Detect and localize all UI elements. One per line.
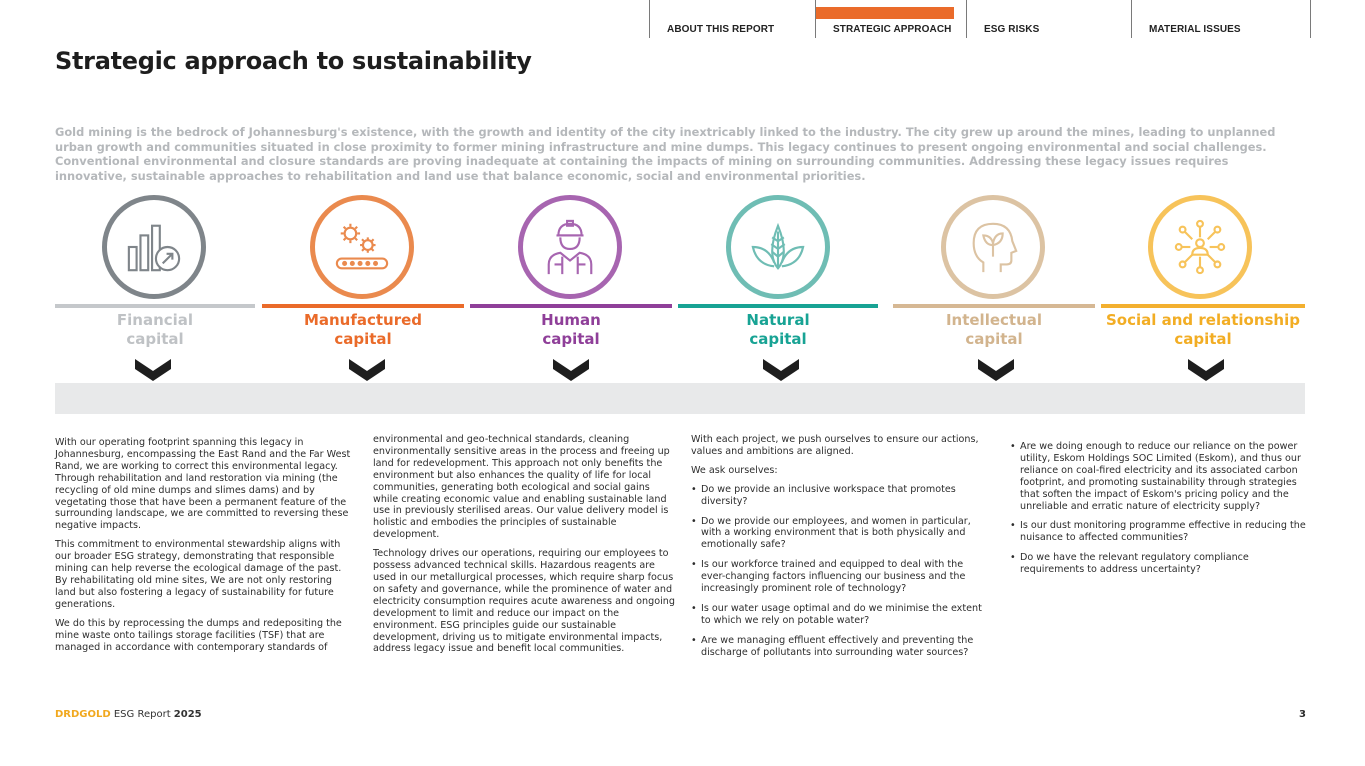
human-rule [470,304,672,308]
chevron-down-icon [553,357,589,383]
list-item: • Are we doing enough to reduce our reliance on the power utility, Eskom Holdings SOC Limited (Eskom), and thus our reliance on coal-fired electricity and its associated carbon footprint, and promoting sustainability through strategies that soften the impact of Eskom's pricing policy and the unreliable and erratic nature of electricity supply? [1010,441,1308,512]
question-list [691,484,987,659]
list-item: • Is our water usage optimal and do we minimise the extent to which we rely on potable water? [691,603,987,627]
social-rule [1101,304,1305,308]
capital-social-relationship[interactable] [1101,192,1305,387]
list-item: • Do we provide an inclusive workspace that promotes diversity? [691,484,987,508]
question-list [1010,441,1308,576]
report-label: ESG Report [110,709,174,720]
chevron-down-icon [1188,357,1224,383]
paragraph: With each project, we push ourselves to ensure our actions, values and ambitions are aligned. [691,434,979,457]
page-number: 3 [1299,709,1306,720]
natural-circle [726,195,830,299]
intro-paragraph: Gold mining is the bedrock of Johannesburg's existence, with the growth and identity of the city inextricably linked to the industry. The city grew up around the mines, leading to unplanned urban growth and communities situated in close proximity to former mining infrastructure and mine dumps. This legacy continues to present ongoing environmental and social challenges. Conventional environmental and closure standards are proving inadequate at containing the impacts of mining on surrounding communities. Addressing these legacy issues requires innovative, sustainable approaches to rehabilitation and land use that balance economic, social and environmental priorities. [55,125,1276,183]
tab-material-issues[interactable] [1131,0,1311,38]
list-item: • Is our dust monitoring programme effective in reducing the nuisance to affected communities? [1010,520,1308,544]
capital-label: Intellectual capital [945,311,1043,348]
capital-label: Natural capital [746,311,810,348]
manufactured-rule [262,304,464,308]
capital-natural[interactable] [678,192,878,387]
list-item: • Do we have the relevant regulatory compliance requirements to address uncertainty? [1010,552,1308,576]
column-1 [55,437,355,660]
capital-financial[interactable] [55,192,255,387]
capitals-row [55,192,1305,387]
intellectual-circle [941,195,1045,299]
financial-chart-icon [125,218,183,276]
capital-intellectual[interactable] [893,192,1095,387]
chevron-down-icon [349,357,385,383]
column-2 [373,434,676,662]
leaves-icon [749,218,807,276]
financial-circle [102,195,206,299]
report-year: 2025 [173,709,202,720]
capital-label: Social and relationship capital [1105,311,1300,348]
paragraph: This commitment to environmental stewardship aligns with our broader ESG strategy, demonstrating that responsible mining can help reverse the ecological damage of the past. By rehabilitating old mine sites, We are not only restoring land but also fostering a legacy of sustainability for future generations. [55,539,342,610]
network-people-icon [1171,218,1229,276]
list-item: • Is our workforce trained and equipped to deal with the ever-changing factors influencing our business and the increasingly prominent role of technology? [691,559,987,595]
list-item: • Do we provide our employees, and women in particular, with a working environment that is both physically and emotionally safe? [691,516,987,552]
grey-band [55,383,1305,414]
active-tab-indicator [816,7,954,19]
capital-manufactured[interactable] [262,192,464,387]
head-plant-icon [964,218,1022,276]
tab-label: STRATEGIC APPROACH [833,24,952,35]
paragraph: With our operating footprint spanning this legacy in Johannesburg, encompassing the East Rand and the Far West Rand, we are working to correct this environmental legacy. Through rehabilitation and land restoration via mining (the recycling of old mine dumps and slimes dams) and by vegetating those that have been a permanent feature of the surrounding landscape, we are committed to reversing these negative impacts. [55,437,351,532]
tab-strategic-approach[interactable] [815,0,966,38]
chevron-down-icon [978,357,1014,383]
natural-rule [678,304,878,308]
list-item: • Are we managing effluent effectively and preventing the discharge of pollutants into surrounding water sources? [691,635,987,659]
capital-human[interactable] [470,192,672,387]
paragraph: Technology drives our operations, requiring our employees to possess advanced technical skills. Hazardous reagents are used in our metallurgical processes, which require sharp focus on safety and governance, while the prominence of water and electricity consumption requires acute awareness and ongoing development to limit and reduce our impact on the environment. ESG principles guide our sustainable development, driving us to mitigate environmental impacts, address legacy issue and benefit local communities. [373,548,675,655]
paragraph: environmental and geo-technical standards, cleaning environmentally sensitive areas in the process and freeing up land for redevelopment. This approach not only benefits the environment but also enhances the quality of life for local communities, generating both ecological and social gains while creating economic value and enabling sustainable land use in previously sterilised areas. Our value delivery model is holistic and embodies the principles of sustainable development. [373,434,670,541]
capital-label: Manufactured capital [303,311,423,348]
tab-label: ESG RISKS [984,24,1040,35]
tab-esg-risks[interactable] [966,0,1131,38]
chevron-down-icon [763,357,799,383]
tab-label: ABOUT THIS REPORT [667,24,775,35]
brand-name: DRDGOLD [55,709,111,720]
page-title: Strategic approach to sustainability [55,47,532,75]
capital-label: Financial capital [116,311,194,348]
social-circle [1148,195,1252,299]
financial-rule [55,304,255,308]
paragraph: We do this by reprocessing the dumps and redepositing the mine waste onto tailings storage facilities (TSF) that are managed in accordance with contemporary standards of [55,617,342,653]
paragraph: We ask ourselves: [691,464,778,476]
manufactured-circle [310,195,414,299]
human-circle [518,195,622,299]
column-4 [1010,441,1308,584]
mine-worker-icon [541,218,599,276]
chevron-down-icon [135,357,171,383]
intellectual-rule [893,304,1095,308]
tab-label: MATERIAL ISSUES [1149,24,1241,35]
top-nav [649,0,1311,38]
capital-label: Human capital [541,311,601,348]
footer-report-name [55,709,202,720]
tab-about-this-report[interactable] [649,0,815,38]
gears-conveyor-icon [333,218,391,276]
column-3 [691,434,987,667]
